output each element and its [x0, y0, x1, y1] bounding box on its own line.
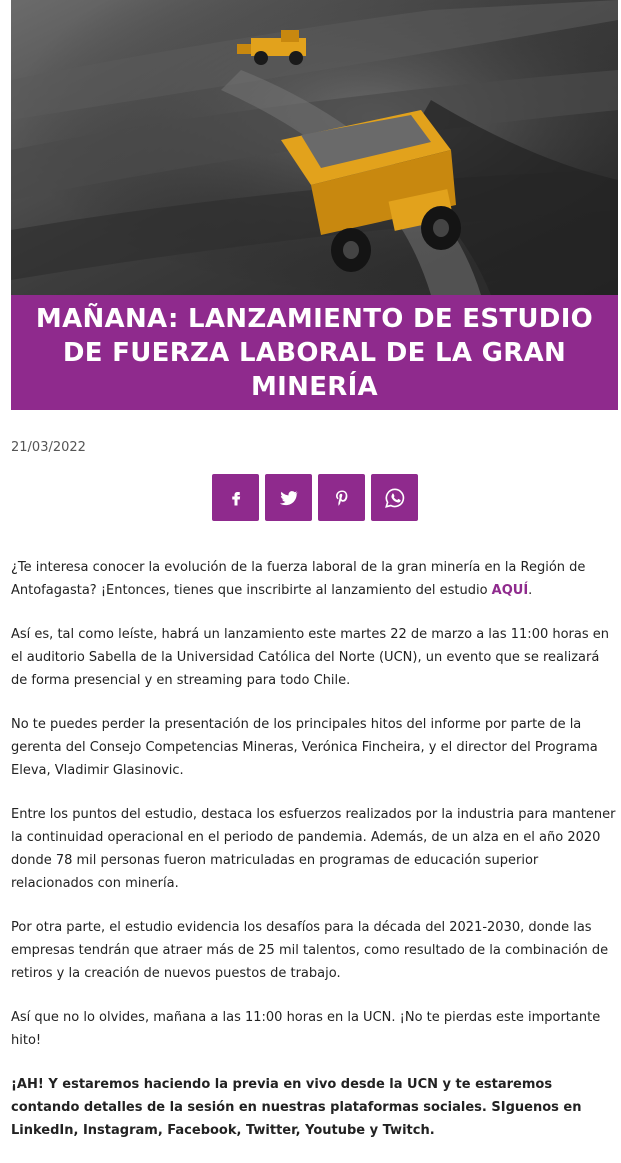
- facebook-icon: [227, 489, 245, 507]
- paragraph-5: Por otra parte, el estudio evidencia los desafíos para la década del 2021-2030, donde las empresas tendrán que atraer más de 25 mil talentos, como resultado de la combinación de retiros y la creación de nuevos puestos de trabajo.: [11, 920, 609, 981]
- paragraph-7: ¡AH! Y estaremos haciendo la previa en vivo desde la UCN y te estaremos contando detalles de la sesión en nuestras plataformas sociales. SIguenos en LinkedIn, Instagram, Facebook, Twitter, Youtube y Twitch.: [11, 1077, 582, 1138]
- register-link[interactable]: AQUÍ: [491, 583, 529, 598]
- title-bar: [11, 295, 618, 410]
- paragraph-1-text: ¿Te interesa conocer la evolución de la fuerza laboral de la gran minería en la Región de Antofagasta? ¡Entonces, tienes que inscribirte al lanzamiento del estudio: [11, 560, 586, 598]
- hero-image: [11, 0, 618, 295]
- article-title: MAÑANA: LANZAMIENTO DE ESTUDIO DE FUERZA LABORAL DE LA GRAN MINERÍA: [35, 303, 594, 402]
- share-facebook-button[interactable]: [212, 474, 259, 521]
- paragraph-6: Así que no lo olvides, mañana a las 11:00 horas en la UCN. ¡No te pierdas este importante hito!: [11, 1010, 601, 1048]
- article-date: 21/03/2022: [11, 440, 86, 455]
- share-buttons: [212, 474, 418, 521]
- paragraph-4: Entre los puntos del estudio, destaca los esfuerzos realizados por la industria para mantener la continuidad operacional en el periodo de pandemia. Además, de un alza en el año 2020 donde 78 mil personas fueron matriculadas en programas de educación superior relacionados con minería.: [11, 807, 616, 891]
- share-pinterest-button[interactable]: [318, 474, 365, 521]
- paragraph-2: Así es, tal como leíste, habrá un lanzamiento este martes 22 de marzo a las 11:00 horas en el auditorio Sabella de la Universidad Católica del Norte (UCN), un evento que se realizará de forma presencial y en streaming para todo Chile.: [11, 627, 610, 688]
- article-body: [11, 556, 617, 1163]
- twitter-icon: [279, 488, 299, 508]
- whatsapp-icon: [384, 487, 406, 509]
- paragraph-1: [11, 556, 617, 602]
- paragraph-1-end: .: [528, 583, 533, 598]
- share-whatsapp-button[interactable]: [371, 474, 418, 521]
- paragraph-3: No te puedes perder la presentación de los principales hitos del informe por parte de la gerenta del Consejo Competencias Mineras, Verónica Fincheira, y el director del Programa Eleva, Vladimir Glasinovic.: [11, 717, 598, 778]
- share-twitter-button[interactable]: [265, 474, 312, 521]
- pinterest-icon: [333, 489, 351, 507]
- mining-trucks-photo: [11, 0, 618, 295]
